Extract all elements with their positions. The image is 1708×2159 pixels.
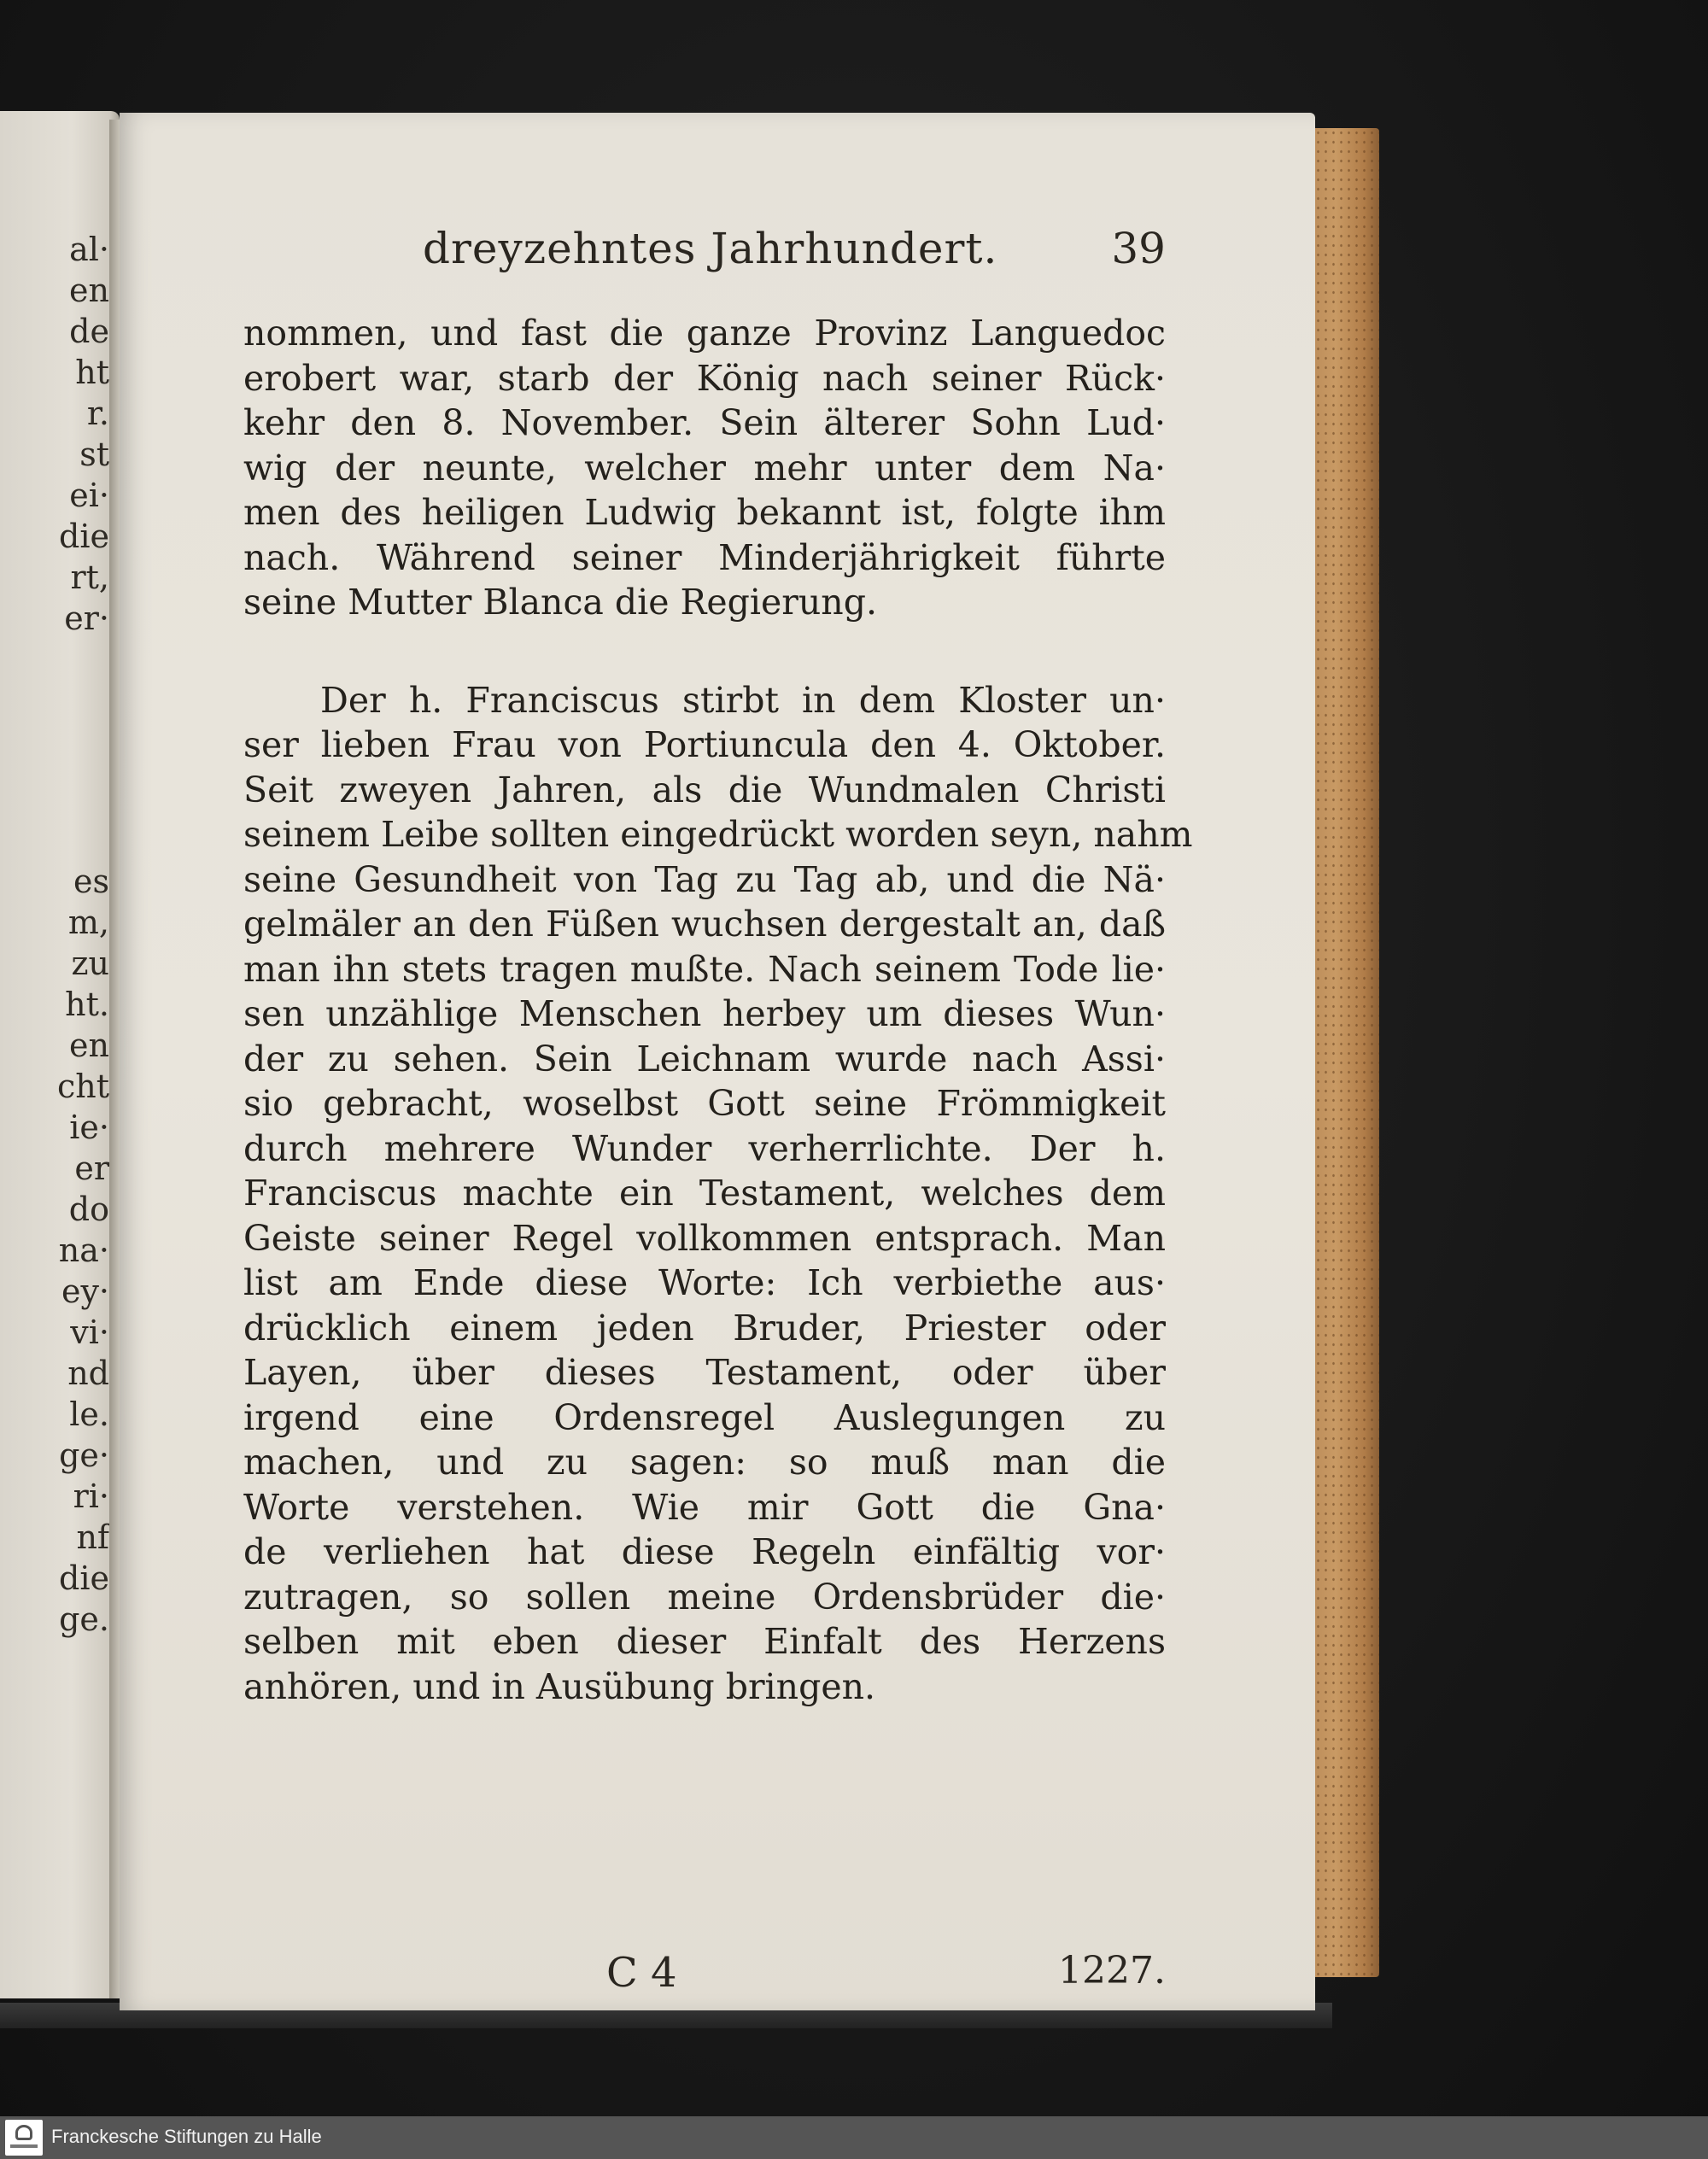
text-line: sen unzählige Menschen herbey um dieses Wun· [243,993,1166,1034]
text-line: Worte verstehen. Wie mir Gott die Gna· [243,1486,1166,1528]
text-line: machen, und zu sagen: so muß man die [243,1442,1166,1483]
left-page-fragment: ht [75,354,109,391]
paragraph-1 [243,311,1166,625]
left-page-fragment: le. [69,1395,109,1433]
left-page-fragment: die [59,1559,109,1597]
left-page-fragment: er [74,1150,109,1187]
left-page-fragment: cht [56,1068,109,1105]
francke-foundation-logo-icon [5,2120,43,2156]
text-line: de verliehen hat diese Regeln einfältig vor· [243,1531,1166,1572]
text-line: nommen, und fast die ganze Provinz Languedoc [243,313,1166,354]
left-page-fragment: en [69,272,109,309]
running-head [423,224,1166,284]
left-page-fragment: nf [76,1518,109,1556]
left-page-fragment: de [69,313,109,350]
text-line: sio gebracht, woselbst Gott seine Frömmigkeit [243,1083,1166,1124]
left-page-fragment: ey· [61,1273,109,1310]
text-line: der zu sehen. Sein Leichnam wurde nach Assi· [243,1038,1166,1080]
text-line: seinem Leibe sollten eingedrückt worden seyn, nahm [243,814,1193,855]
paragraph-2 [243,678,1193,1710]
left-page-fragment: es [73,863,109,900]
left-page-fragment: ie· [69,1109,109,1146]
left-page-fragment: zu [71,945,109,982]
left-page-fragment: al· [69,231,109,268]
text-line: man ihn stets tragen mußte. Nach seinem Tode lie· [243,948,1166,990]
text-line: gelmäler an den Füßen wuchsen dergestalt an, daß [243,904,1166,945]
text-line: kehr den 8. November. Sein älterer Sohn Lud· [243,402,1166,443]
text-line: ser lieben Frau von Portiuncula den 4. Oktober. [243,724,1166,765]
text-line: irgend eine Ordensregel Auslegungen zu [243,1396,1166,1438]
left-page-fragment: r. [86,395,109,432]
credit-bar [0,2116,1708,2159]
page-number: 39 [1111,224,1166,273]
text-line: seine Gesundheit von Tag zu Tag ab, und die Nä· [243,858,1166,900]
text-line: Geiste seiner Regel vollkommen entsprach. Man [243,1217,1166,1259]
left-page-fragment: ht. [65,986,109,1023]
credit-text: Franckesche Stiftungen zu Halle [51,2126,322,2147]
left-page-fragment: en [69,1027,109,1064]
book-edge [1307,128,1379,1977]
left-page-fragment: st [79,436,109,473]
left-page-fragment: er· [64,600,109,637]
left-page-fragment: do [68,1191,109,1228]
text-line: durch mehrere Wunder verherrlichte. Der h. [243,1127,1166,1169]
text-line: Der h. Franciscus stirbt in dem Kloster un· [320,679,1166,721]
text-line: list am Ende diese Worte: Ich verbiethe aus· [243,1262,1166,1303]
text-line: selben mit eben dieser Einfalt des Herzens [243,1621,1166,1662]
text-line: Seit zweyen Jahren, als die Wundmalen Christi [243,769,1166,810]
left-page-fragment: ri· [73,1477,109,1515]
page-footer [606,1949,1166,2000]
running-head-title: dreyzehntes Jahrhundert. [423,224,998,273]
catchword: 1227. [1058,1949,1166,1992]
left-page-fragment: m, [67,904,109,941]
left-page-fragment: rt, [70,559,109,596]
left-page-fragment: ge. [59,1600,109,1638]
text-line: drücklich einem jeden Bruder, Priester oder [243,1307,1166,1349]
left-page-fragment: ei· [69,477,109,514]
text-line: zutragen, so sollen meine Ordensbrüder die· [243,1576,1166,1618]
left-page [0,111,120,1998]
text-line: Franciscus machte ein Testament, welches dem [243,1173,1166,1214]
text-line: wig der neunte, welcher mehr unter dem Na· [243,447,1166,489]
text-line: nach. Während seiner Minderjährigkeit führte [243,536,1166,578]
text-line: seine Mutter Blanca die Regierung. [243,582,877,623]
left-page-fragment: na· [58,1232,109,1269]
text-line: men des heiligen Ludwig bekannt ist, folgte ihm [243,492,1166,533]
text-line: anhören, und in Ausübung bringen. [243,1665,876,1707]
right-page [120,113,1315,2010]
left-page-fragment: ge· [59,1436,109,1474]
text-line: erobert war, starb der König nach seiner Rück· [243,357,1166,399]
left-page-fragment: vi· [70,1314,109,1351]
body-text [243,311,1193,1709]
left-page-fragment: die [59,518,109,555]
left-page-fragment: nd [67,1354,109,1392]
signature-mark: C 4 [606,1949,677,1997]
text-line: Layen, über dieses Testament, oder über [243,1352,1166,1393]
